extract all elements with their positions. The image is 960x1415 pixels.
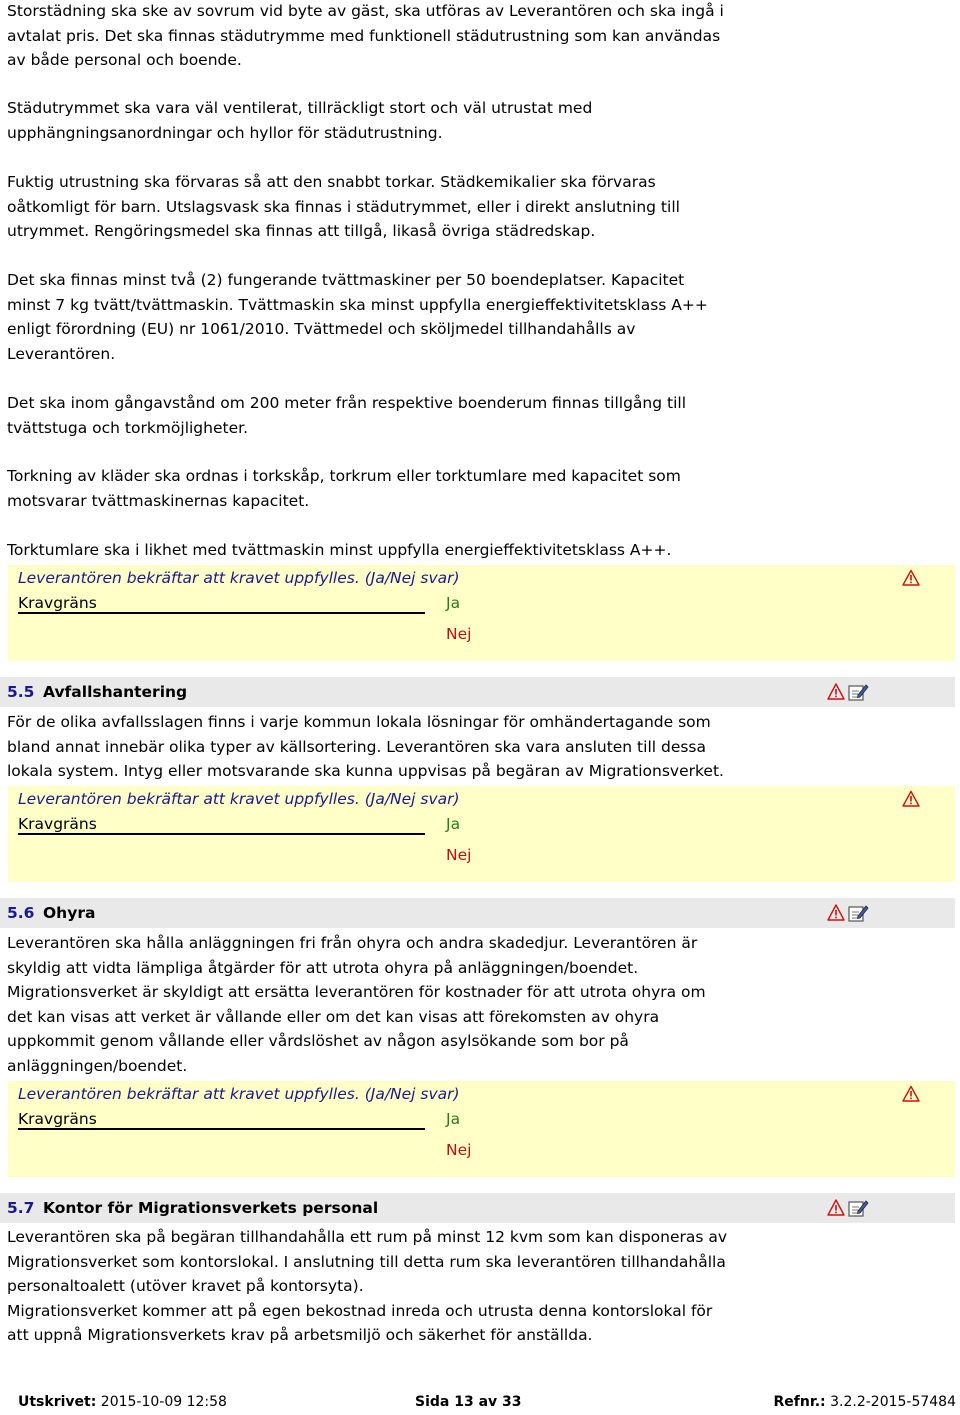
krav-underline <box>18 612 425 614</box>
paragraph <box>7 96 907 145</box>
text-line: anläggningen/boendet. <box>7 1056 188 1075</box>
footer-printed-label: Utskrivet: <box>18 1394 97 1410</box>
krav-label: Kravgräns <box>18 1110 97 1128</box>
krav-label: Kravgräns <box>18 815 97 833</box>
text-line: Det ska finnas minst två (2) fungerande tvättmaskiner per 50 boendeplatser. Kapacitet <box>7 271 685 289</box>
requirement-question: Leverantören bekräftar att kravet uppfylles. (Ja/Nej svar) <box>18 790 460 808</box>
text-line: utrymmet. Rengöringsmedel ska finnas att tillgå, likaså övriga städredskap. <box>7 222 596 240</box>
section-body <box>7 710 907 784</box>
footer-ref <box>773 1390 956 1415</box>
text-line: Leverantören ska hålla anläggningen fri från ohyra och andra skadedjur. Leverantören är <box>7 934 698 952</box>
warning-icon <box>828 1200 844 1215</box>
paragraph <box>7 464 907 513</box>
edit-note-icon <box>849 1201 868 1216</box>
text-line: att uppnå Migrationsverkets krav på arbetsmiljö och säkerhet för anställda. <box>7 1326 593 1344</box>
footer-ref-value: 3.2.2-2015-57484 <box>830 1394 956 1410</box>
option-no[interactable]: Nej <box>446 1141 472 1159</box>
section-body <box>7 1225 907 1348</box>
text-line: upphängningsanordningar och hyllor för städutrustning. <box>7 123 443 142</box>
warning-icon[interactable] <box>902 569 920 587</box>
text-line: skyldig att vidta lämpliga åtgärder för att utrota ohyra på anläggningen/boendet. <box>7 958 639 977</box>
paragraph <box>7 538 907 563</box>
option-yes[interactable]: Ja <box>446 1110 461 1128</box>
option-no[interactable]: Nej <box>446 625 472 643</box>
requirement-box <box>8 565 955 661</box>
text-line: oåtkomligt för barn. Utslagsvask ska finnas i städutrymmet, eller i direkt anslutning till <box>7 197 680 216</box>
text-line: avtalat pris. Det ska finnas städutrymme med funktionell städutrustning som kan användas <box>7 26 721 45</box>
option-no[interactable]: Nej <box>446 846 472 864</box>
text-line: Fuktig utrustning ska förvaras så att den snabbt torkar. Städkemikalier ska förvaras <box>7 173 656 191</box>
text-line: bland annat innebär olika typer av källsortering. Leverantören ska vara ansluten till dessa <box>7 737 707 756</box>
section-icons <box>827 682 869 702</box>
text-line: Leverantören. <box>7 344 116 363</box>
warning-icon[interactable] <box>902 1085 920 1103</box>
text-line: personaltoalett (utöver kravet på kontorsyta). <box>7 1277 364 1295</box>
footer-printed <box>18 1390 227 1415</box>
section-icons <box>827 903 869 923</box>
section-title: Kontor för Migrationsverkets personal <box>43 1199 379 1217</box>
text-line: Migrationsverket som kontorslokal. I anslutning till detta rum ska leverantören tillhandahålla <box>7 1252 726 1271</box>
krav-underline <box>18 1128 425 1130</box>
text-line: tvättstuga och torkmöjligheter. <box>7 418 248 437</box>
text-line: Leverantören ska på begäran tillhandahålla ett rum på minst 12 kvm som kan disponeras av <box>7 1228 728 1246</box>
section-icons <box>827 1198 869 1218</box>
requirement-question: Leverantören bekräftar att kravet uppfylles. (Ja/Nej svar) <box>18 569 460 587</box>
krav-label: Kravgräns <box>18 594 97 612</box>
text-line: Migrationsverket kommer att på egen bekostnad inreda och utrusta denna kontorslokal för <box>7 1301 713 1320</box>
text-line: motsvarar tvättmaskinernas kapacitet. <box>7 491 310 510</box>
requirement-box <box>8 786 955 882</box>
text-line: minst 7 kg tvätt/tvättmaskin. Tvättmaskin ska minst uppfylla energieffektivitetsklass A++ <box>7 295 708 314</box>
footer-ref-label: Refnr.: <box>773 1394 826 1410</box>
text-line: uppkommit genom vållande eller vårdslöshet av någon asylsökande som bor på <box>7 1032 629 1050</box>
section-number: 5.7 <box>7 1199 35 1217</box>
text-line: enligt förordning (EU) nr 1061/2010. Tvättmedel och sköljmedel tillhandahålls av <box>7 320 636 338</box>
paragraph <box>7 391 907 440</box>
paragraph <box>7 268 907 366</box>
text-line: av både personal och boende. <box>7 51 242 69</box>
requirement-box <box>8 1081 955 1177</box>
section-title: Ohyra <box>43 904 96 922</box>
section-header <box>0 677 955 707</box>
page-footer <box>18 1390 956 1410</box>
section-header <box>0 898 955 928</box>
warning-icon <box>828 905 844 920</box>
option-yes[interactable]: Ja <box>446 815 461 833</box>
section-number: 5.5 <box>7 683 35 701</box>
text-line: Migrationsverket är skyldigt att ersätta leverantören för kostnader för att utrota ohyra om <box>7 983 706 1001</box>
krav-underline <box>18 833 425 835</box>
option-yes[interactable]: Ja <box>446 594 461 612</box>
footer-page-number: Sida 13 av 33 <box>415 1394 522 1410</box>
section-header <box>0 1193 955 1223</box>
paragraph <box>7 0 907 73</box>
text-line: Städutrymmet ska vara väl ventilerat, tillräckligt stort och väl utrustat med <box>7 99 593 117</box>
section-number: 5.6 <box>7 904 35 922</box>
paragraph <box>7 170 907 244</box>
footer-printed-value: 2015-10-09 12:58 <box>100 1394 227 1410</box>
edit-note-icon <box>849 906 868 921</box>
requirement-question: Leverantören bekräftar att kravet uppfylles. (Ja/Nej svar) <box>18 1085 460 1103</box>
text-line: För de olika avfallsslagen finns i varje kommun lokala lösningar för omhändertagande som <box>7 713 711 731</box>
edit-note-icon <box>849 685 868 700</box>
section-body <box>7 931 907 1078</box>
text-line: Storstädning ska ske av sovrum vid byte av gäst, ska utföras av Leverantören och ska ingå i <box>7 2 724 20</box>
text-line: lokala system. Intyg eller motsvarande ska kunna uppvisas på begäran av Migrationsverket. <box>7 762 724 780</box>
text-line: Torktumlare ska i likhet med tvättmaskin minst uppfylla energieffektivitetsklass A++. <box>7 541 672 559</box>
warning-icon[interactable] <box>902 790 920 808</box>
section-title: Avfallshantering <box>43 683 188 701</box>
text-line: Torkning av kläder ska ordnas i torkskåp, torkrum eller torktumlare med kapacitet som <box>7 467 681 485</box>
text-line: det kan visas att verket är vållande eller om det kan visas att förekomsten av ohyra <box>7 1007 660 1026</box>
text-line: Det ska inom gångavstånd om 200 meter från respektive boenderum finnas tillgång till <box>7 394 687 412</box>
warning-icon <box>828 684 844 699</box>
